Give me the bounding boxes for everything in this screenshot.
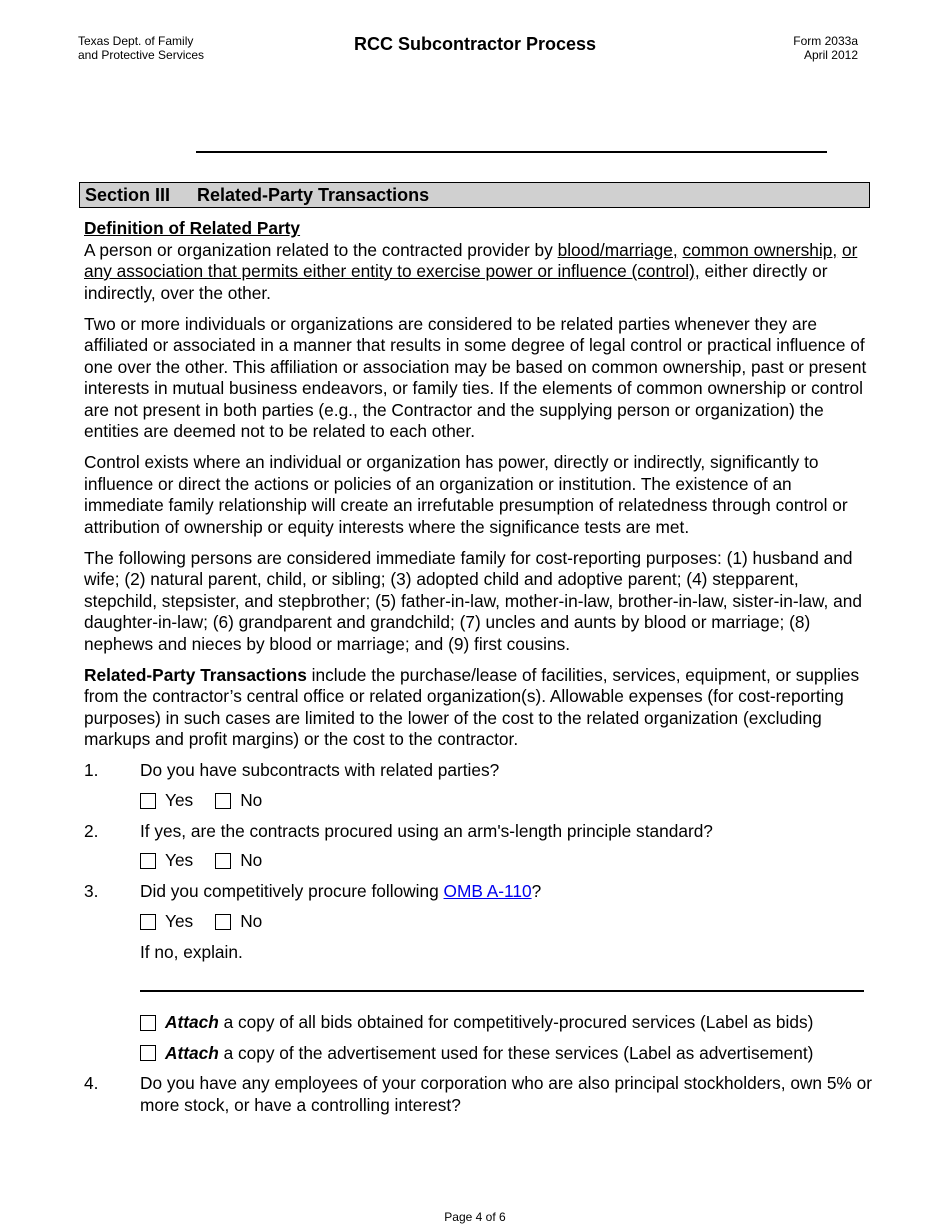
section-header [79, 182, 870, 208]
q1-yes-checkbox[interactable] [140, 793, 156, 809]
transactions-paragraph [84, 665, 872, 751]
question-number: 1. [84, 760, 99, 780]
q1-no-checkbox[interactable] [215, 793, 231, 809]
yes-label: Yes [165, 850, 194, 871]
form-body [84, 218, 872, 1116]
question-1 [84, 760, 872, 782]
form-title: RCC Subcontractor Process [353, 34, 597, 54]
attach-word: Attach [165, 1012, 219, 1032]
question-3-options [140, 911, 872, 933]
attach-advertisement-text [165, 1043, 813, 1065]
q2-no-checkbox[interactable] [215, 853, 231, 869]
q2-yes-option[interactable] [140, 850, 193, 872]
question-text: Do you have any employees of your corporation who are also principal stockholders, own 5% or more stock, or have a controlling interest? [140, 1073, 872, 1115]
attach-advertisement-checkbox[interactable] [140, 1045, 156, 1061]
question-2 [84, 821, 872, 843]
definition-underline-2: common ownership, [682, 239, 838, 260]
related-parties-paragraph: Two or more individuals or organizations are considered to be related parties whenever they are affiliated or associated in a manner that results in some degree of legal control or practical influence of one over the other. This affiliation or association may be based on common ownership, past or present interests in mutual business endeavors, or family ties. If the elements of common ownership or control are not present in both parties (e.g., the Contractor and the supplying person or organization) the entities are deemed not to be related to each other. [84, 313, 867, 441]
q1-yes-option[interactable] [140, 790, 193, 812]
top-divider [196, 151, 827, 153]
q3-yes-option[interactable] [140, 911, 193, 933]
question-text [140, 881, 872, 903]
question-text: Do you have subcontracts with related parties? [140, 760, 500, 780]
control-paragraph: Control exists where an individual or organization has power, directly or indirectly, significantly to influence or direct the actions or policies of an organization or institution. The existence of an immediate family relationship will create an irrefutable presumption of relatedness through control or attribution of ownership or equity interests where the significance tests are met. [84, 452, 848, 537]
agency-line-2: and Protective Services [78, 48, 205, 62]
attach-advertisement-label: a copy of the advertisement used for these services (Label as advertisement) [223, 1042, 814, 1063]
yes-label: Yes [165, 789, 194, 810]
no-label: No [240, 789, 263, 810]
page-number: Page 4 of 6 [444, 1210, 506, 1224]
question-number: 4. [84, 1073, 99, 1093]
yes-label: Yes [165, 910, 194, 931]
q3-yes-checkbox[interactable] [140, 914, 156, 930]
question-2-options [140, 850, 872, 872]
definition-paragraph [84, 240, 872, 305]
form-number: Form 2033a [793, 34, 858, 48]
no-label: No [240, 850, 263, 871]
form-date: April 2012 [803, 48, 858, 62]
definition-title: Definition of Related Party [84, 218, 301, 238]
question-number: 3. [84, 881, 99, 901]
omb-a110-link[interactable]: OMB A-110 [443, 881, 532, 901]
transactions-text: include the purchase/lease of facilities, services, equipment, or supplies from the contractor’s central office or related organization(s). Allowable expenses (for cost-reporting purposes) in such cases are limited to the lower of the cost to the related organization (excluding markups and profit margins) or the cost to the contractor. [84, 664, 860, 749]
q1-no-option[interactable] [215, 790, 262, 812]
explain-prompt: If no, explain. [140, 941, 243, 962]
attach-bids-checkbox[interactable] [140, 1015, 156, 1031]
definition-underline-1: blood/marriage, [557, 239, 678, 260]
q3-no-option[interactable] [215, 911, 262, 933]
section-title: Related-Party Transactions [197, 185, 430, 205]
attach-bids-text [165, 1012, 813, 1034]
attach-word: Attach [165, 1042, 219, 1063]
definition-underline-3: or any association that permits either entity to exercise power or influence (control), [84, 239, 858, 281]
q3-text: Did you competitively procure following [140, 881, 439, 901]
transactions-term: Related-Party Transactions [84, 664, 307, 685]
definition-tail: either directly or indirectly, over the other. [84, 261, 828, 303]
q2-yes-checkbox[interactable] [140, 853, 156, 869]
definition-intro: A person or organization related to the contracted provider by [84, 239, 553, 260]
immediate-family-paragraph: The following persons are considered immediate family for cost-reporting purposes: (1) husband and wife; (2) natural parent, child, or sibling; (3) adopted child and adoptive parent; (4) stepparent, stepchild, stepsister, and stepbrother; (5) father-in-law, mother-in-law, brother-in-law, sister-in-law, and daughter-in-law; (6) grandparent and grandchild; (7) uncles and aunts by blood or marriage; (8) nephews and nieces by blood or marriage; and (9) first cousins. [84, 547, 862, 654]
attach-advertisement-item[interactable] [140, 1043, 872, 1065]
q3-no-checkbox[interactable] [215, 914, 231, 930]
attach-bids-label: a copy of all bids obtained for competitively-procured services (Label as bids) [223, 1012, 814, 1032]
section-number: Section III [85, 185, 171, 205]
question-3 [84, 881, 872, 903]
form-info [793, 34, 858, 62]
question-4 [84, 1073, 872, 1116]
q2-no-option[interactable] [215, 850, 262, 872]
question-text: If yes, are the contracts procured using an arm's-length principle standard? [140, 820, 713, 841]
attach-bids-item[interactable] [140, 1012, 872, 1034]
no-label: No [240, 910, 263, 931]
question-number: 2. [84, 820, 99, 841]
question-1-options [140, 790, 872, 812]
q3-text-end: ? [531, 881, 542, 901]
explain-answer-line[interactable] [140, 990, 864, 992]
agency-line-1: Texas Dept. of Family [78, 34, 194, 48]
